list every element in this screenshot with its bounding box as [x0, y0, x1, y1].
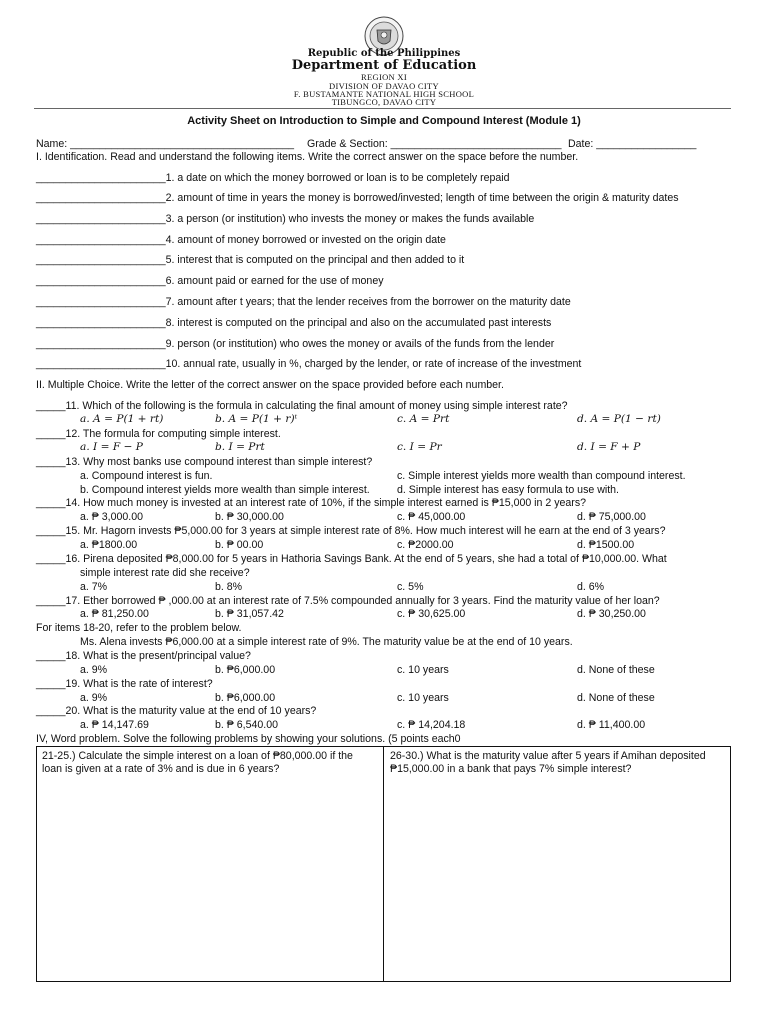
choice-18c: c. 10 years [397, 664, 449, 676]
choice-13b: b. Compound interest yields more wealth than simple interest. [80, 484, 370, 496]
question-19: _____19. What is the rate of interest? [36, 678, 213, 690]
identification-item: ______________________5. interest that is computed on the principal and then added to it [36, 254, 465, 266]
division-label: DIVISION OF DAVAO CITY [329, 81, 439, 91]
sheet-title: Activity Sheet on Introduction to Simple and Compound Interest (Module 1) [187, 115, 581, 127]
choice-20c: c. ₱ 14,204.18 [397, 719, 466, 731]
choice-20a: a. ₱ 14,147.69 [80, 719, 149, 731]
choice-11d: d. A = P(1 − rt) [577, 413, 661, 425]
choice-16a: a. 7% [80, 581, 108, 593]
name-field[interactable]: Name: ______________________________________ [36, 138, 295, 150]
solution-table [36, 746, 731, 982]
part2-instruction: II. Multiple Choice. Write the letter of the correct answer on the space provided before each number. [36, 379, 504, 391]
identification-item: ______________________9. person (or institution) who owes the money or avails of the funds from the lender [36, 338, 555, 350]
identification-item: ______________________8. interest is computed on the principal and also on the accumulated past interests [36, 317, 552, 329]
problem-26-30-cell[interactable] [390, 750, 706, 776]
part4-instruction: IV, Word problem. Solve the following problems by showing your solutions. (5 points each0 [36, 733, 461, 745]
choice-16d: d. 6% [577, 581, 605, 593]
choice-15c: c. ₱2000.00 [397, 539, 454, 551]
choice-19b: b. ₱6,000.00 [215, 692, 276, 704]
choice-13d: d. Simple interest has easy formula to use with. [397, 484, 619, 496]
solution-table-divider [383, 747, 384, 981]
choice-17a: a. ₱ 81,250.00 [80, 608, 149, 620]
choice-12d: d. I = F + P [577, 441, 641, 453]
question-12: _____12. The formula for computing simple interest. [36, 428, 281, 440]
choice-16b: b. 8% [215, 581, 243, 593]
problem-statement: Ms. Alena invests ₱6,000.00 at a simple interest rate of 9%. The maturity value be at the end of 10 years. [80, 636, 573, 648]
question-16: _____16. Pirena deposited ₱8,000.00 for 5 years in Hathoria Savings Bank. At the end of 5 years, she had a total of ₱10,000.00. What [36, 553, 667, 565]
identification-item: ______________________7. amount after t years; that the lender receives from the borrower on the maturity date [36, 296, 571, 308]
identification-item: ______________________3. a person (or institution) who invests the money or makes the funds available [36, 213, 535, 225]
problem-21-25-cell[interactable] [42, 750, 353, 776]
date-field[interactable]: Date: _________________ [568, 138, 697, 150]
school-label: F. BUSTAMANTE NATIONAL HIGH SCHOOL [293, 89, 475, 99]
question-11: _____11. Which of the following is the formula in calculating the final amount of money using simple interest rate? [36, 400, 568, 412]
question-20: _____20. What is the maturity value at the end of 10 years? [36, 705, 317, 717]
identification-item: ______________________2. amount of time in years the money is borrowed/invested; length of time between the origin & maturity dates [36, 192, 679, 204]
choice-19d: d. None of these [577, 692, 655, 704]
choice-15d: d. ₱1500.00 [577, 539, 635, 551]
choice-14a: a. ₱ 3,000.00 [80, 511, 144, 523]
department-label: Department of Education [291, 58, 477, 73]
choice-20d: d. ₱ 11,400.00 [577, 719, 646, 731]
choice-13a: a. Compound interest is fun. [80, 470, 213, 482]
choice-15b: b. ₱ 00.00 [215, 539, 264, 551]
problem-26-30-line2: ₱15,000.00 in a bank that pays 7% simple interest? [390, 763, 632, 775]
choice-17d: d. ₱ 30,250.00 [577, 608, 646, 620]
choice-12b: b. I = Prt [215, 441, 265, 453]
problem-21-25-line1: 21-25.) Calculate the simple interest on a loan of ₱80,000.00 if the [42, 750, 353, 762]
region-label: REGION XI [361, 72, 407, 82]
choice-11a: a. A = P(1 + rt) [80, 413, 164, 425]
choice-17b: b. ₱ 31,057.42 [215, 608, 284, 620]
part1-instruction: I. Identification. Read and understand the following items. Write the correct answer on the space before the number. [36, 151, 579, 163]
header-divider [34, 108, 731, 109]
choice-11b: b. A = P(1 + r)ᵗ [215, 413, 298, 425]
identification-item: ______________________4. amount of money borrowed or invested on the origin date [36, 234, 446, 246]
choice-16c: c. 5% [397, 581, 424, 593]
problem-21-25-line2: loan is given at a rate of 3% and is due in 6 years? [42, 763, 280, 775]
question-13: _____13. Why most banks use compound interest than simple interest? [36, 456, 373, 468]
question-15: _____15. Mr. Hagorn invests ₱5,000.00 for 3 years at simple interest rate of 8%. How much interest will he earn at the end of 3 years? [36, 525, 666, 537]
identification-item: ______________________1. a date on which the money borrowed or loan is to be completely repaid [36, 172, 510, 184]
choice-12a: a. I = F − P [80, 441, 143, 453]
identification-item: ______________________10. annual rate, usually in %, charged by the lender, or rate of increase of the investment [36, 358, 582, 370]
choice-15a: a. ₱1800.00 [80, 539, 138, 551]
identification-item: ______________________6. amount paid or earned for the use of money [36, 275, 384, 287]
items-note: For items 18-20, refer to the problem below. [36, 622, 242, 634]
location-label: TIBUNGCO, DAVAO CITY [331, 97, 437, 107]
choice-19a: a. 9% [80, 692, 108, 704]
choice-12c: c. I = Pr [397, 441, 442, 453]
choice-18d: d. None of these [577, 664, 655, 676]
question-17: _____17. Ether borrowed ₱ ,000.00 at an interest rate of 7.5% compounded annually for 3 years. Find the maturity value of her loan? [36, 595, 660, 607]
choice-19c: c. 10 years [397, 692, 449, 704]
choice-14d: d. ₱ 75,000.00 [577, 511, 646, 523]
choice-18b: b. ₱6,000.00 [215, 664, 276, 676]
problem-26-30-line1: 26-30.) What is the maturity value after 5 years if Amihan deposited [390, 750, 706, 762]
choice-20b: b. ₱ 6,540.00 [215, 719, 279, 731]
choice-11c: c. A = Prt [397, 413, 450, 425]
choice-13c: c. Simple interest yields more wealth than compound interest. [397, 470, 686, 482]
choice-14b: b. ₱ 30,000.00 [215, 511, 284, 523]
grade-section-field[interactable]: Grade & Section: _____________________________ [307, 138, 562, 150]
choice-18a: a. 9% [80, 664, 108, 676]
choice-17c: c. ₱ 30,625.00 [397, 608, 466, 620]
choice-14c: c. ₱ 45,000.00 [397, 511, 466, 523]
question-16-continued: simple interest rate did she receive? [80, 567, 250, 579]
question-14: _____14. How much money is invested at an interest rate of 10%, if the simple interest earned is ₱15,000 in 2 years? [36, 497, 587, 509]
question-18: _____18. What is the present/principal value? [36, 650, 251, 662]
republic-label: Republic of the Philippines [307, 48, 461, 59]
